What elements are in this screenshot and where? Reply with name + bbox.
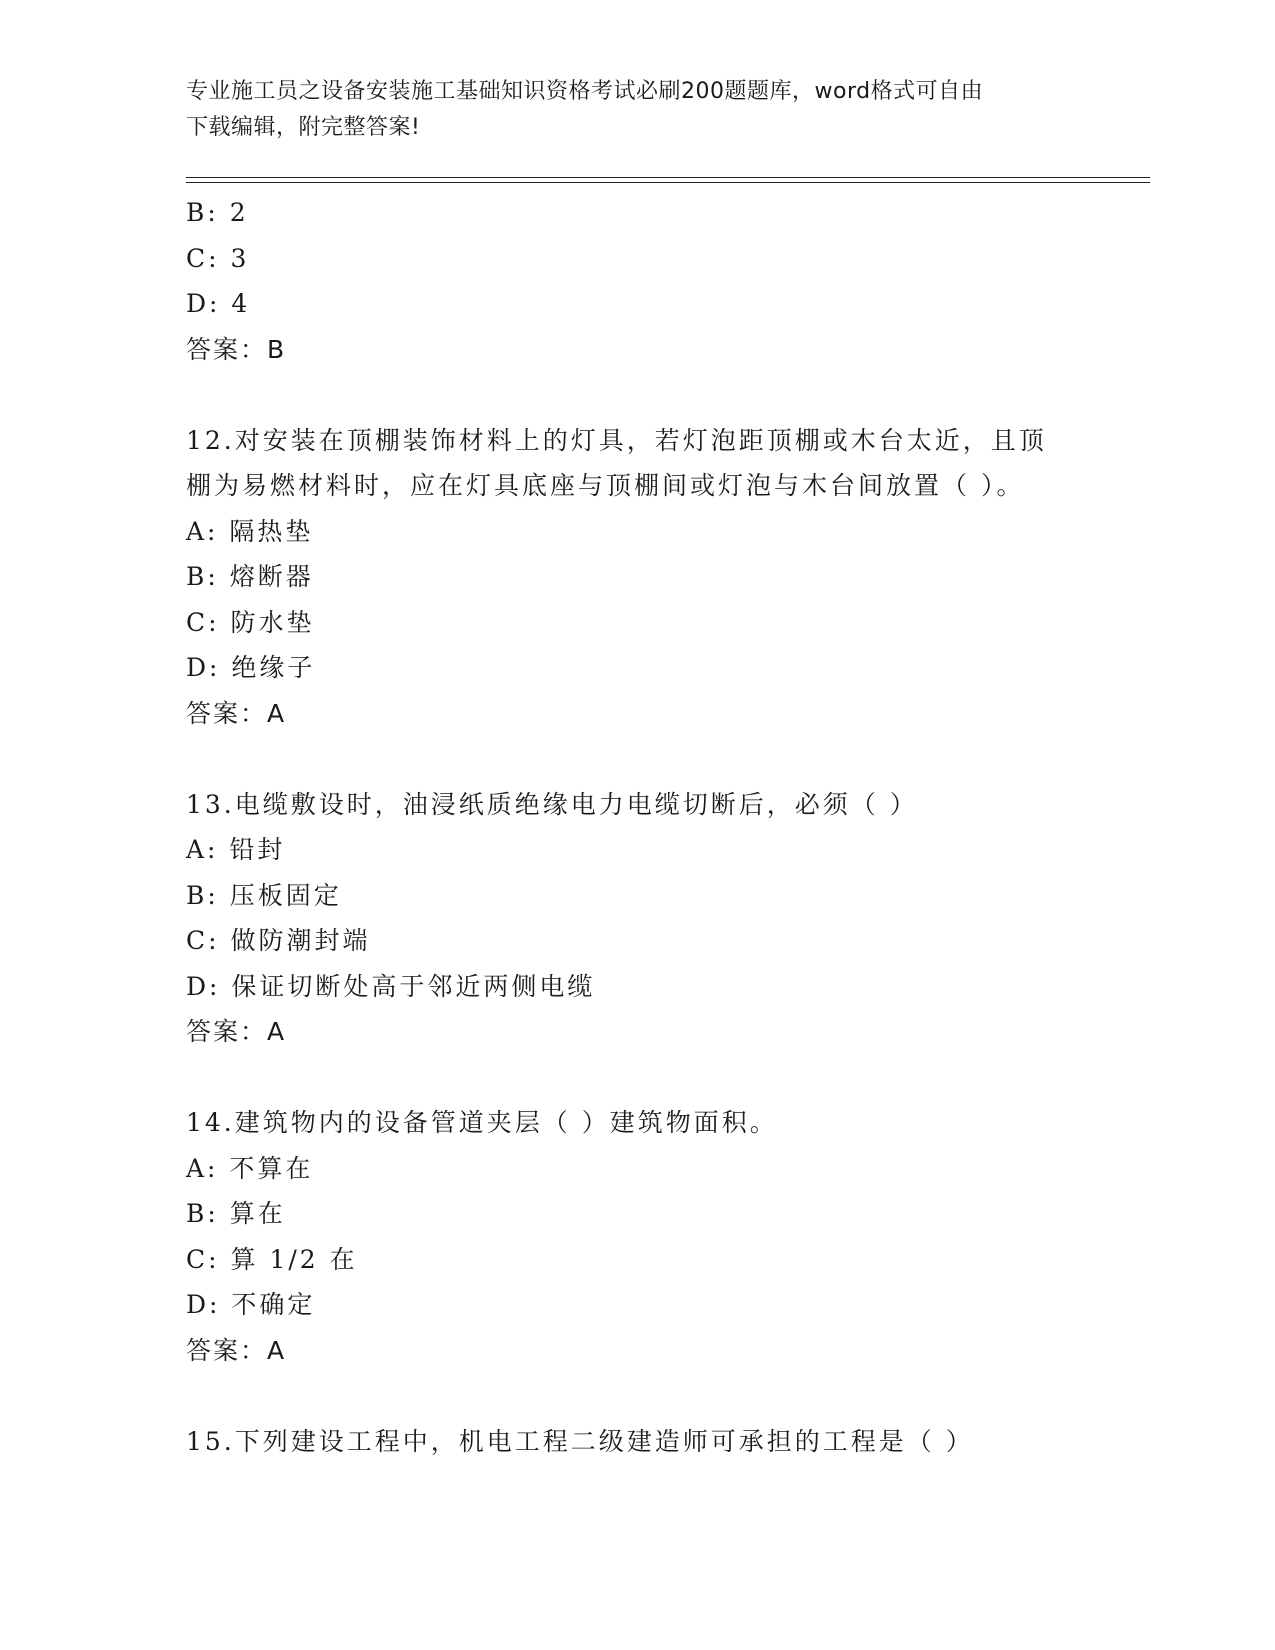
option-d: D: 4	[186, 289, 251, 318]
option-a: A: 隔热垫	[186, 516, 314, 546]
header-line-2: 下载编辑，附完整答案!	[186, 115, 421, 140]
option-a: A: 不算在	[186, 1153, 314, 1183]
header-rule-bottom	[186, 182, 1150, 183]
question-12	[186, 418, 1086, 737]
answer: 答案：A	[186, 698, 287, 728]
question-stem: 13.电缆敷设时，油浸纸质绝缘电力电缆切断后，必须（ ）	[186, 789, 918, 819]
header-rule-top	[186, 177, 1150, 178]
option-c: C: 做防潮封端	[186, 926, 371, 955]
question-stem: 15.下列建设工程中，机电工程二级建造师可承担的工程是（ ）	[186, 1426, 974, 1456]
header-line-1: 专业施工员之设备安装施工基础知识资格考试必刷200题题库，word格式可自由	[186, 79, 984, 104]
question-stem: 12.对安装在顶棚装饰材料上的灯具，若灯泡距顶棚或木台太近，且顶	[186, 425, 1047, 455]
document-body	[186, 190, 1086, 1464]
option-b: B: 熔断器	[186, 562, 314, 591]
option-b: B: 算在	[186, 1199, 286, 1228]
document-header	[186, 74, 1086, 146]
answer: 答案：B	[186, 334, 287, 364]
option-b: B: 2	[186, 198, 249, 227]
answer: 答案：A	[186, 1017, 287, 1046]
option-d: D: 绝缘子	[186, 653, 316, 682]
question-13	[186, 782, 1086, 1055]
option-b: B: 压板固定	[186, 880, 342, 910]
question-14	[186, 1100, 1086, 1373]
option-c: C: 3	[186, 243, 250, 273]
option-c: C: 算 1/2 在	[186, 1244, 358, 1274]
question-11-tail	[186, 190, 1086, 372]
question-stem: 14.建筑物内的设备管道夹层（ ）建筑物面积。	[186, 1108, 778, 1137]
question-stem: 棚为易燃材料时，应在灯具底座与顶棚间或灯泡与木台间放置（ ）。	[186, 471, 1025, 500]
option-d: D: 不确定	[186, 1290, 316, 1319]
question-15	[186, 1419, 1086, 1465]
answer: 答案：A	[186, 1335, 287, 1365]
option-c: C: 防水垫	[186, 607, 315, 637]
option-a: A: 铅封	[186, 835, 286, 864]
option-d: D: 保证切断处高于邻近两侧电缆	[186, 971, 596, 1001]
